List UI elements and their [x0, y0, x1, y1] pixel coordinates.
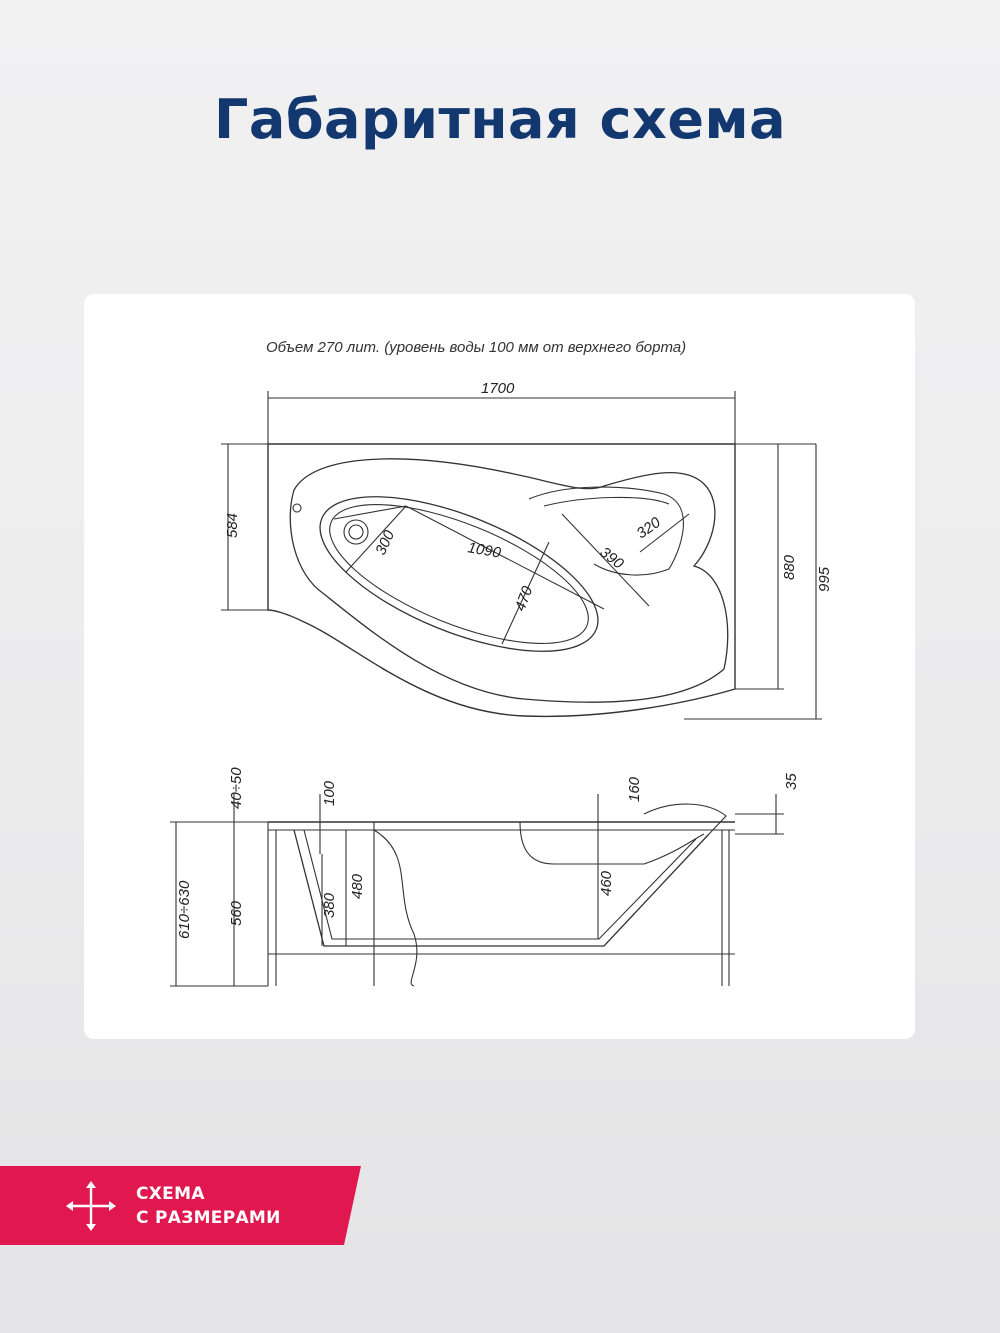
dim-inner-depth-left: 380 [321, 892, 338, 918]
diagram-card [84, 294, 915, 1039]
four-way-arrows-icon [64, 1179, 118, 1233]
page-title: Габаритная схема [213, 88, 787, 151]
dim-overall-length: 1700 [481, 380, 515, 397]
dim-inner-depth: 480 [349, 873, 366, 899]
dim-total-height-range: 610÷630 [176, 880, 193, 939]
dim-seat-width: 320 [633, 513, 664, 543]
dim-basin-length: 1090 [466, 539, 503, 562]
dim-seat-length: 390 [596, 543, 627, 573]
diagram-caption: Объем 270 лит. (уровень воды 100 мм от верхнего борта) [266, 339, 687, 356]
badge-text [136, 1182, 281, 1230]
dim-panel-height: 560 [228, 900, 245, 926]
size-scheme-badge [0, 1166, 362, 1245]
dim-drain-diameter: 300 [372, 527, 399, 558]
dim-headrest-height: 160 [626, 776, 643, 802]
dim-rim-height-range: 40÷50 [228, 767, 245, 809]
badge-line-1: СХЕМА [136, 1184, 205, 1204]
dim-right-width-total: 995 [816, 566, 833, 592]
dim-left-width: 584 [224, 512, 241, 538]
dim-inner-depth-right: 460 [598, 870, 615, 896]
dim-rim-thickness: 35 [783, 773, 800, 790]
dim-basin-width: 470 [511, 584, 537, 614]
badge-line-2: С РАЗМЕРАМИ [136, 1208, 281, 1228]
dim-right-width-inner: 880 [781, 554, 798, 580]
dim-water-level: 100 [321, 780, 338, 806]
dimension-diagram [84, 294, 915, 1039]
